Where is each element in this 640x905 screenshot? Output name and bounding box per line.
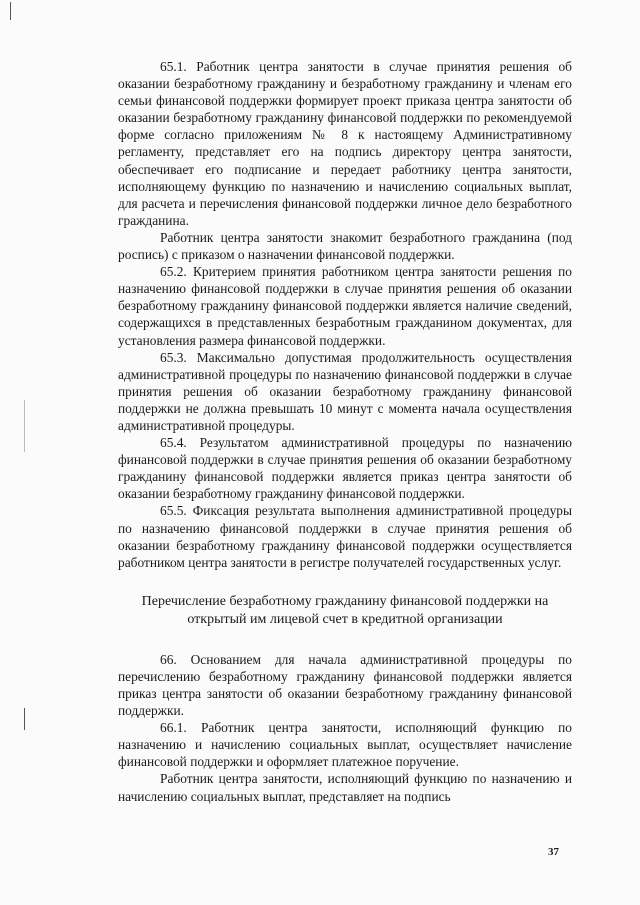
scan-mark-left-top <box>10 2 11 20</box>
paragraph-65-2: 65.2. Критерием принятия работником центра занятости решения по назначению финансовой поддержки в случае принятия решения об оказании безработному гражданину финансовой поддержки является наличие сведений, содержащихся в представленных безработным гражданином документах, для установления размера финансовой поддержки. <box>118 264 572 348</box>
page-number: 37 <box>548 846 559 858</box>
paragraph-66-1: 66.1. Работник центра занятости, исполняющий функцию по назначению и начислению социальных выплат, осуществляет начисление финансовой поддержки и оформляет платежное поручение. <box>118 720 572 770</box>
paragraph-65-4: 65.4. Результатом административной процедуры по назначению финансовой поддержки в случае принятия решения об оказании безработному гражданину финансовой поддержки является приказ центра занятости об оказании безработному гражданину финансовой поддержки. <box>118 435 572 502</box>
document-body <box>118 58 572 805</box>
paragraph-familiarization: Работник центра занятости знакомит безработного гражданина (под роспись) с приказом о назначении финансовой поддержки. <box>118 229 572 263</box>
paragraph-66: 66. Основанием для начала административной процедуры по перечислению безработному гражданину финансовой поддержки является приказ центра занятости об оказании безработному гражданину финансовой поддержки. <box>118 651 572 719</box>
paragraph-65-3: 65.3. Максимально допустимая продолжительность осуществления административной процедуры по назначению финансовой поддержки в случае принятия решения об оказании безработному гражданину финансовой поддержки не должна превышать 10 минут с момента начала осуществления административной процедуры. <box>118 349 572 433</box>
paragraph-signature-submission: Работник центра занятости, исполняющий функцию по назначению и начислению социальных выплат, представляет на подпись <box>118 771 572 804</box>
paragraph-65-5: 65.5. Фиксация результата выполнения административной процедуры по назначению финансовой поддержки в случае принятия решения об оказании безработному гражданину финансовой поддержки осуществляется работником центра занятости в регистре получателей государственных услуг. <box>118 503 572 570</box>
section-heading: Перечисление безработному гражданину финансовой поддержки на открытый им лицевой счет в кредитной организации <box>141 593 549 627</box>
scan-mark-left-middle <box>24 400 25 452</box>
scan-mark-left-bottom <box>24 708 25 730</box>
paragraph-65-1: 65.1. Работник центра занятости в случае принятия решения об оказании безработному гражданину и безработному гражданину и членам его семьи финансовой поддержки формирует проект приказа центра занятости об оказании безработному гражданину финансовой поддержки по рекомендуемой форме согласно приложениям № 8 к настоящему Административному регламенту, представляет его на подпись директору центра занятости, обеспечивает его подписание и передает работнику центра занятости, исполняющему функцию по назначению и начислению социальных выплат, для расчета и перечисления финансовой поддержки личное дело безработного гражданина. <box>118 59 572 228</box>
